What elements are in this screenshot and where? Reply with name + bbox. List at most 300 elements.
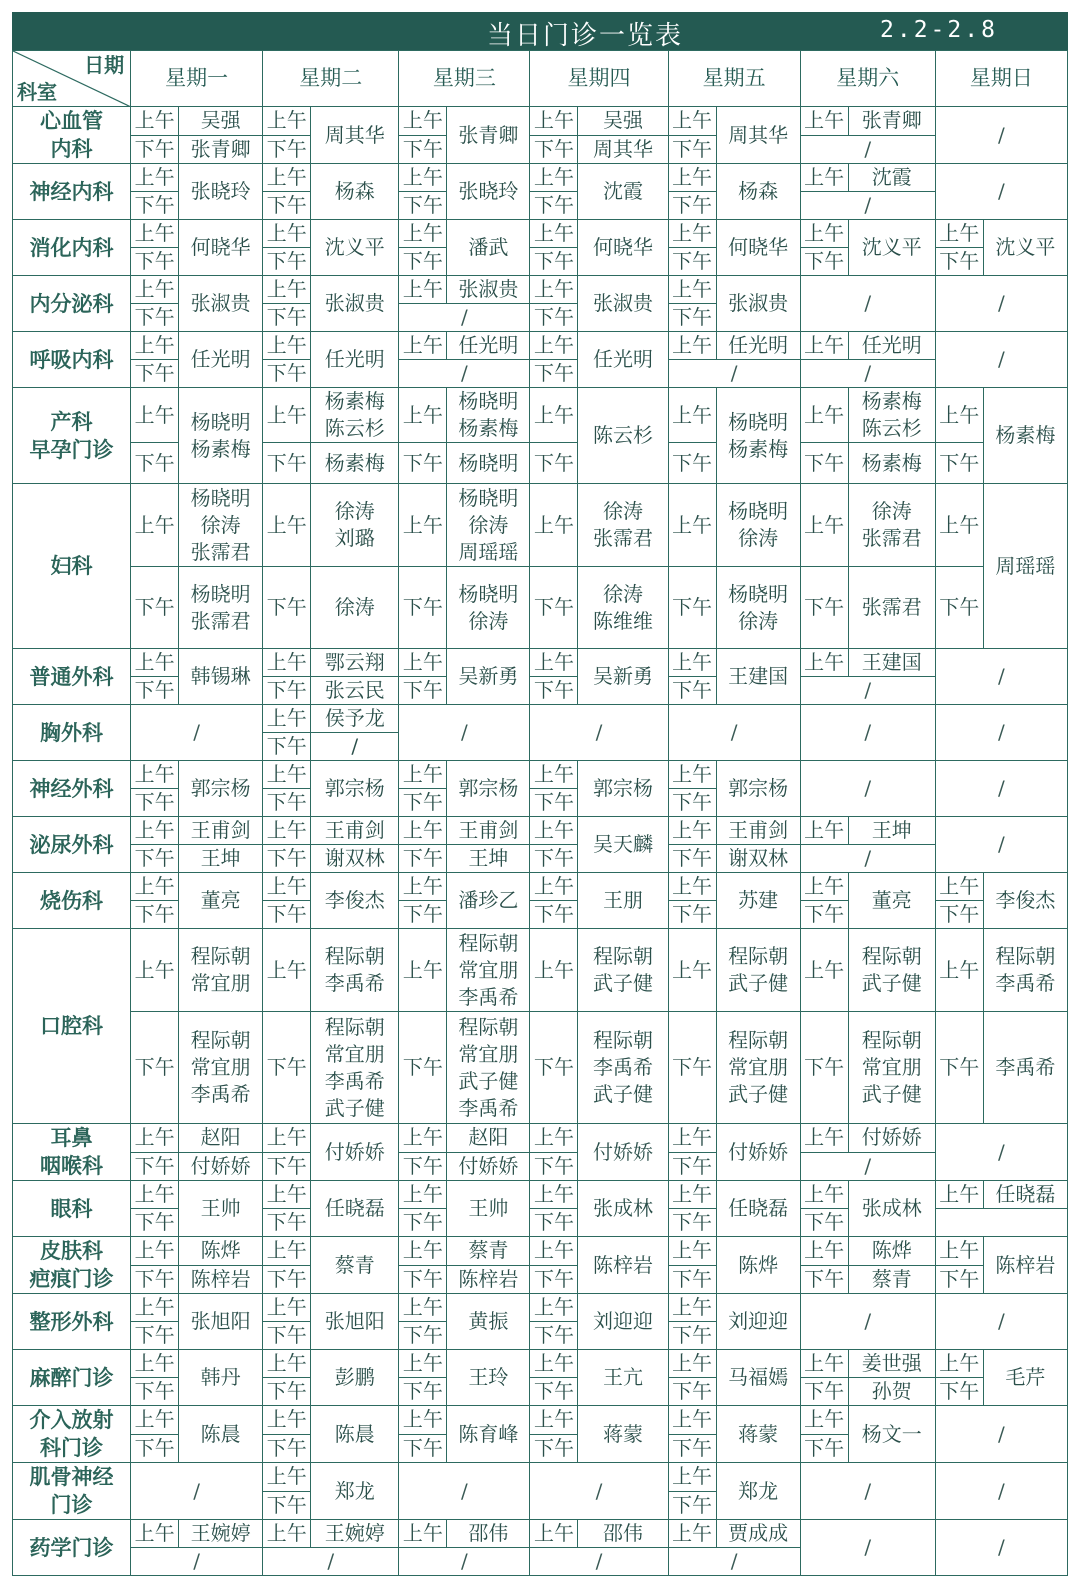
empty-slot: / (800, 135, 935, 164)
dept-name: 消化内科 (13, 220, 131, 276)
empty-slot: / (935, 817, 1067, 873)
am-label: 上午 (131, 649, 179, 677)
pm-label: 下午 (530, 1209, 578, 1237)
doctor-name: 王帅 (179, 1181, 263, 1237)
dept-name: 耳鼻 咽喉科 (13, 1124, 131, 1181)
pm-label: 下午 (131, 1152, 179, 1181)
empty-slot: / (800, 761, 935, 817)
am-label: 上午 (399, 1181, 447, 1209)
doctor-name-am: 王婉婷 (311, 1520, 399, 1548)
doctor-name: 王朋 (578, 873, 668, 929)
pm-label: 下午 (668, 1434, 716, 1463)
doctor-name-am: 任光明 (716, 332, 800, 360)
am-label: 上午 (668, 873, 716, 901)
doctor-name-pm: 程际朝 常宜朋 武子健 (716, 1012, 800, 1124)
table-row (13, 1124, 1068, 1153)
pm-label: 下午 (131, 845, 179, 873)
doctor-name-am: 张青卿 (848, 107, 935, 136)
am-label: 上午 (935, 220, 983, 248)
am-label: 上午 (530, 388, 578, 443)
doctor-name: 张淑贵 (578, 276, 668, 332)
doctor-name-pm: 程际朝 常宜朋 李禹希 武子健 (311, 1012, 399, 1124)
am-label: 上午 (131, 929, 179, 1012)
day-header: 星期五 (668, 51, 800, 107)
doctor-name-pm: 陈梓岩 (447, 1265, 530, 1294)
table-row (13, 443, 1068, 484)
am-label: 上午 (131, 817, 179, 845)
doctor-name-am: 徐涛 刘璐 (311, 484, 399, 567)
doctor-name-pm: 杨晓明 张霈君 (179, 567, 263, 649)
dept-name: 眼科 (13, 1181, 131, 1237)
doctor-name-pm: 陈梓岩 (179, 1265, 263, 1294)
empty-slot: / (935, 276, 1067, 332)
doctor-name: 王建国 (716, 649, 800, 705)
am-label: 上午 (131, 1350, 179, 1378)
pm-label: 下午 (399, 192, 447, 220)
am-label: 上午 (131, 164, 179, 192)
dept-name: 神经内科 (13, 164, 131, 220)
pm-label: 下午 (131, 567, 179, 649)
doctor-name: 陈梓岩 (578, 1237, 668, 1294)
am-label: 上午 (131, 761, 179, 789)
doctor-name-am: 任光明 (447, 332, 530, 360)
table-row (13, 1152, 1068, 1181)
doctor-name-am: 任晓磊 (983, 1181, 1067, 1209)
pm-label: 下午 (131, 192, 179, 220)
doctor-name-am: 杨素梅 陈云杉 (848, 388, 935, 443)
pm-label: 下午 (399, 845, 447, 873)
am-label: 上午 (800, 649, 848, 677)
dept-name: 神经外科 (13, 761, 131, 817)
doctor-name-am: 赵阳 (447, 1124, 530, 1153)
pm-label: 下午 (668, 192, 716, 220)
am-label: 上午 (668, 1181, 716, 1209)
am-label: 上午 (668, 649, 716, 677)
doctor-name: 周其华 (311, 107, 399, 164)
pm-label: 下午 (668, 1322, 716, 1350)
am-label: 上午 (668, 1237, 716, 1266)
pm-label: 下午 (668, 248, 716, 276)
pm-label: 下午 (399, 135, 447, 164)
pm-label: 下午 (935, 443, 983, 484)
empty-slot: / (131, 705, 263, 761)
table-row (13, 817, 1068, 845)
empty-slot: / (131, 1548, 263, 1576)
pm-label: 下午 (399, 1434, 447, 1463)
pm-label: 下午 (131, 1012, 179, 1124)
table-row (13, 1181, 1068, 1209)
am-label: 上午 (530, 1124, 578, 1153)
pm-label: 下午 (399, 248, 447, 276)
pm-label: 下午 (530, 1378, 578, 1406)
pm-label: 下午 (935, 901, 983, 929)
table-row (13, 705, 1068, 733)
doctor-name: 任光明 (578, 332, 668, 388)
table-row (13, 1520, 1068, 1548)
empty-slot: / (399, 1548, 530, 1576)
dept-name: 妇科 (13, 484, 131, 649)
doctor-name: 任晓磊 (716, 1181, 800, 1237)
pm-label: 下午 (668, 567, 716, 649)
pm-label: 下午 (131, 789, 179, 817)
doctor-name: 潘武 (447, 220, 530, 276)
am-label: 上午 (668, 388, 716, 443)
empty-slot (935, 1209, 1067, 1237)
am-label: 上午 (935, 929, 983, 1012)
doctor-name-pm: / (311, 733, 399, 761)
am-label: 上午 (800, 1350, 848, 1378)
empty-slot: / (668, 360, 800, 388)
am-label: 上午 (800, 817, 848, 845)
am-label: 上午 (668, 276, 716, 304)
pm-label: 下午 (263, 135, 311, 164)
doctor-name: 郭宗杨 (179, 761, 263, 817)
doctor-name-am: 程际朝 武子健 (578, 929, 668, 1012)
pm-label: 下午 (530, 135, 578, 164)
pm-label: 下午 (530, 789, 578, 817)
am-label: 上午 (263, 929, 311, 1012)
pm-label: 下午 (668, 901, 716, 929)
am-label: 上午 (530, 1237, 578, 1266)
pm-label: 下午 (263, 1378, 311, 1406)
pm-label: 下午 (530, 1012, 578, 1124)
am-label: 上午 (399, 1520, 447, 1548)
doctor-name: 张淑贵 (716, 276, 800, 332)
table-row (13, 332, 1068, 360)
doctor-name-pm: 付娇娇 (179, 1152, 263, 1181)
pm-label: 下午 (800, 1265, 848, 1294)
doctor-name-pm: 杨晓明 徐涛 (716, 567, 800, 649)
dept-name: 产科 早孕门诊 (13, 388, 131, 484)
doctor-name: 郭宗杨 (311, 761, 399, 817)
doctor-name: 张旭阳 (179, 1294, 263, 1350)
am-label: 上午 (668, 817, 716, 845)
schedule-table (12, 50, 1068, 1576)
am-label: 上午 (668, 761, 716, 789)
am-label: 上午 (530, 484, 578, 567)
am-label: 上午 (668, 164, 716, 192)
pm-label: 下午 (935, 1378, 983, 1406)
am-label: 上午 (668, 929, 716, 1012)
empty-slot: / (935, 107, 1067, 164)
doctor-name-am: 王坤 (848, 817, 935, 845)
empty-slot: / (935, 1406, 1067, 1463)
pm-label: 下午 (263, 1152, 311, 1181)
am-label: 上午 (800, 164, 848, 192)
am-label: 上午 (131, 276, 179, 304)
table-row (13, 135, 1068, 164)
doctor-name: 毛芹 (983, 1350, 1067, 1406)
corner-dept-label: 科室 (17, 80, 57, 104)
doctor-name: 沈义平 (311, 220, 399, 276)
doctor-name-pm: 杨素梅 (848, 443, 935, 484)
table-row (13, 192, 1068, 220)
dept-name: 麻醉门诊 (13, 1350, 131, 1406)
am-label: 上午 (800, 1406, 848, 1435)
doctor-name: 彭鹏 (311, 1350, 399, 1406)
pm-label: 下午 (668, 1491, 716, 1520)
am-label: 上午 (131, 1406, 179, 1435)
doctor-name-pm: 张云民 (311, 677, 399, 705)
pm-label: 下午 (800, 443, 848, 484)
am-label: 上午 (668, 332, 716, 360)
doctor-name-am: 杨晓明 徐涛 (716, 484, 800, 567)
am-label: 上午 (800, 332, 848, 360)
doctor-name: 何晓华 (179, 220, 263, 276)
am-label: 上午 (668, 220, 716, 248)
am-label: 上午 (800, 1181, 848, 1209)
table-row (13, 677, 1068, 705)
doctor-name-am: 吴强 (578, 107, 668, 136)
pm-label: 下午 (263, 845, 311, 873)
pm-label: 下午 (935, 1265, 983, 1294)
dept-name: 烧伤科 (13, 873, 131, 929)
doctor-name-pm: 张霈君 (848, 567, 935, 649)
doctor-name-am: 王建国 (848, 649, 935, 677)
pm-label: 下午 (263, 1209, 311, 1237)
doctor-name: 沈霞 (578, 164, 668, 220)
pm-label: 下午 (530, 845, 578, 873)
am-label: 上午 (131, 332, 179, 360)
doctor-name-am: 杨晓明 徐涛 周瑶瑶 (447, 484, 530, 567)
am-label: 上午 (399, 1350, 447, 1378)
pm-label: 下午 (399, 1378, 447, 1406)
pm-label: 下午 (530, 360, 578, 388)
doctor-name-am: 沈霞 (848, 164, 935, 192)
doctor-name-am: 鄂云翔 (311, 649, 399, 677)
doctor-name-am: 陈烨 (848, 1237, 935, 1266)
pm-label: 下午 (399, 901, 447, 929)
dept-name: 泌尿外科 (13, 817, 131, 873)
am-label: 上午 (263, 220, 311, 248)
am-label: 上午 (668, 1294, 716, 1322)
pm-label: 下午 (131, 1209, 179, 1237)
am-label: 上午 (530, 649, 578, 677)
am-label: 上午 (399, 649, 447, 677)
pm-label: 下午 (935, 248, 983, 276)
pm-label: 下午 (399, 1012, 447, 1124)
empty-slot: / (668, 705, 800, 761)
am-label: 上午 (399, 873, 447, 901)
doctor-name-am: 程际朝 李禹希 (311, 929, 399, 1012)
dept-name: 呼吸内科 (13, 332, 131, 388)
am-label: 上午 (800, 873, 848, 901)
pm-label: 下午 (800, 248, 848, 276)
empty-slot: / (800, 276, 935, 332)
empty-slot: / (935, 649, 1067, 705)
pm-label: 下午 (131, 901, 179, 929)
pm-label: 下午 (530, 248, 578, 276)
doctor-name: 张成林 (848, 1181, 935, 1237)
doctor-name-am: 杨晓明 徐涛 张霈君 (179, 484, 263, 567)
doctor-name-am: 蔡青 (447, 1237, 530, 1266)
day-header: 星期三 (399, 51, 530, 107)
pm-label: 下午 (263, 733, 311, 761)
doctor-name-am: 程际朝 李禹希 (983, 929, 1067, 1012)
pm-label: 下午 (263, 901, 311, 929)
dept-name: 胸外科 (13, 705, 131, 761)
pm-label: 下午 (131, 360, 179, 388)
table-row (13, 1294, 1068, 1322)
pm-label: 下午 (800, 901, 848, 929)
am-label: 上午 (131, 1520, 179, 1548)
doctor-name: 任晓磊 (311, 1181, 399, 1237)
table-row (13, 1012, 1068, 1124)
doctor-name-pm: 谢双林 (311, 845, 399, 873)
doctor-name: 郑龙 (716, 1463, 800, 1520)
empty-slot: / (935, 1520, 1067, 1576)
pm-label: 下午 (131, 248, 179, 276)
am-label: 上午 (935, 388, 983, 443)
pm-label: 下午 (131, 1322, 179, 1350)
empty-slot: / (131, 1463, 263, 1520)
am-label: 上午 (263, 484, 311, 567)
doctor-name-am: 王甫剑 (311, 817, 399, 845)
doctor-name-am: 付娇娇 (848, 1124, 935, 1153)
empty-slot: / (800, 1520, 935, 1576)
am-label: 上午 (530, 761, 578, 789)
doctor-name-am: 杨素梅 陈云杉 (311, 388, 399, 443)
dept-name: 口腔科 (13, 929, 131, 1124)
doctor-name: 张成林 (578, 1181, 668, 1237)
doctor-name-pm: 李禹希 (983, 1012, 1067, 1124)
doctor-name: 付娇娇 (311, 1124, 399, 1181)
table-row (13, 649, 1068, 677)
pm-label: 下午 (530, 677, 578, 705)
doctor-name: 吴天麟 (578, 817, 668, 873)
am-label: 上午 (935, 1181, 983, 1209)
doctor-name: 张青卿 (447, 107, 530, 164)
pm-label: 下午 (131, 1378, 179, 1406)
table-row (13, 929, 1068, 1012)
am-label: 上午 (399, 388, 447, 443)
dept-name: 内分泌科 (13, 276, 131, 332)
doctor-name-am: 王婉婷 (179, 1520, 263, 1548)
doctor-name: 张旭阳 (311, 1294, 399, 1350)
am-label: 上午 (530, 817, 578, 845)
am-label: 上午 (530, 1294, 578, 1322)
doctor-name-pm: 杨晓明 徐涛 (447, 567, 530, 649)
doctor-name-pm: 杨晓明 (447, 443, 530, 484)
doctor-name: 任光明 (179, 332, 263, 388)
am-label: 上午 (800, 107, 848, 136)
am-label: 上午 (530, 1181, 578, 1209)
am-label: 上午 (800, 388, 848, 443)
dept-name: 普通外科 (13, 649, 131, 705)
pm-label: 下午 (399, 1209, 447, 1237)
am-label: 上午 (800, 1237, 848, 1266)
pm-label: 下午 (935, 1012, 983, 1124)
doctor-name-am: 陈烨 (179, 1237, 263, 1266)
table-row (13, 567, 1068, 649)
pm-label: 下午 (668, 677, 716, 705)
doctor-name: 郭宗杨 (716, 761, 800, 817)
pm-label: 下午 (399, 567, 447, 649)
am-label: 上午 (263, 107, 311, 136)
am-label: 上午 (935, 873, 983, 901)
dept-name: 介入放射 科门诊 (13, 1406, 131, 1463)
pm-label: 下午 (263, 789, 311, 817)
page-title: 当日门诊一览表 (487, 21, 684, 51)
pm-label: 下午 (263, 304, 311, 332)
table-row (13, 1237, 1068, 1266)
doctor-name: 马福嫣 (716, 1350, 800, 1406)
doctor-name-pm: 张青卿 (179, 135, 263, 164)
pm-label: 下午 (668, 789, 716, 817)
doctor-name: 郭宗杨 (447, 761, 530, 817)
doctor-name-am: 程际朝 常宜朋 (179, 929, 263, 1012)
am-label: 上午 (399, 484, 447, 567)
empty-slot: / (530, 705, 668, 761)
pm-label: 下午 (263, 567, 311, 649)
doctor-name: 杨文一 (848, 1406, 935, 1463)
empty-slot: / (935, 1124, 1067, 1181)
pm-label: 下午 (263, 1491, 311, 1520)
pm-label: 下午 (530, 192, 578, 220)
am-label: 上午 (668, 1463, 716, 1492)
doctor-name: 郑龙 (311, 1463, 399, 1520)
am-label: 上午 (668, 484, 716, 567)
doctor-name: 董亮 (179, 873, 263, 929)
date-range: 2.2-2.8 (880, 17, 998, 43)
doctor-name-pm: 谢双林 (716, 845, 800, 873)
pm-label: 下午 (935, 567, 983, 649)
am-label: 上午 (131, 1181, 179, 1209)
doctor-name-am: 王甫剑 (716, 817, 800, 845)
pm-label: 下午 (800, 1434, 848, 1463)
empty-slot: / (399, 705, 530, 761)
am-label: 上午 (263, 1520, 311, 1548)
doctor-name: 蔡青 (311, 1237, 399, 1294)
am-label: 上午 (399, 220, 447, 248)
am-label: 上午 (399, 1294, 447, 1322)
am-label: 上午 (530, 276, 578, 304)
am-label: 上午 (263, 1463, 311, 1492)
day-header: 星期一 (131, 51, 263, 107)
doctor-name: 张晓玲 (179, 164, 263, 220)
doctor-name: 潘珍乙 (447, 873, 530, 929)
doctor-name: 周其华 (716, 107, 800, 164)
pm-label: 下午 (668, 1012, 716, 1124)
pm-label: 下午 (131, 1434, 179, 1463)
am-label: 上午 (399, 1237, 447, 1266)
am-label: 上午 (399, 817, 447, 845)
am-label: 上午 (399, 761, 447, 789)
doctor-name-am: 徐涛 张霈君 (848, 484, 935, 567)
empty-slot: / (800, 1463, 935, 1520)
doctor-name-pm: 程际朝 李禹希 武子健 (578, 1012, 668, 1124)
am-label: 上午 (263, 1181, 311, 1209)
doctor-name: 王帅 (447, 1181, 530, 1237)
am-label: 上午 (263, 705, 311, 733)
doctor-name: 刘迎迎 (578, 1294, 668, 1350)
doctor-name: 张淑贵 (179, 276, 263, 332)
am-label: 上午 (263, 1294, 311, 1322)
am-label: 上午 (399, 929, 447, 1012)
am-label: 上午 (935, 484, 983, 567)
doctor-name: 李俊杰 (983, 873, 1067, 929)
doctor-name: 刘迎迎 (716, 1294, 800, 1350)
am-label: 上午 (530, 332, 578, 360)
table-row (13, 1406, 1068, 1435)
doctor-name: 杨素梅 (983, 388, 1067, 484)
empty-slot: / (530, 1548, 668, 1576)
pm-label: 下午 (131, 135, 179, 164)
pm-label: 下午 (668, 845, 716, 873)
pm-label: 下午 (530, 1152, 578, 1181)
doctor-name-pm: 程际朝 常宜朋 武子健 李禹希 (447, 1012, 530, 1124)
doctor-name: 韩锡琳 (179, 649, 263, 705)
